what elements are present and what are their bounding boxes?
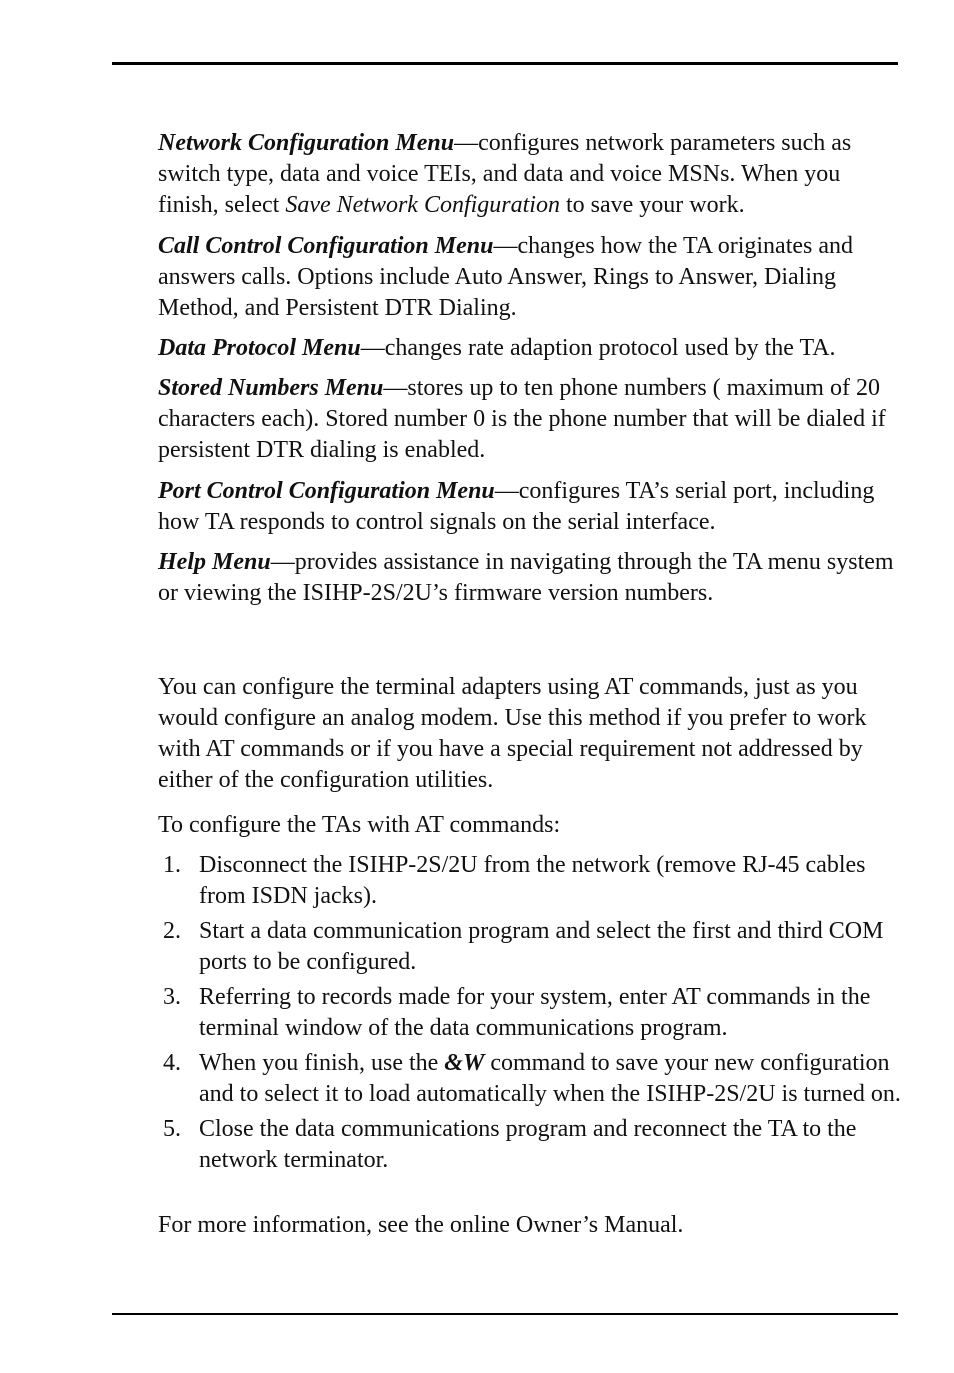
menu-description: —provides assistance in navigating through the TA menu system or viewing the ISIHP-2S/2U’s firmware version numbers. [158, 549, 894, 606]
menu-data-protocol [158, 333, 903, 364]
footer-rule [112, 1313, 898, 1315]
menu-stored-numbers [158, 373, 903, 466]
closing-paragraph: For more information, see the online Owner’s Manual. [158, 1212, 684, 1238]
menu-description-end: to save your work. [559, 192, 745, 218]
step-number: 1. [163, 852, 181, 878]
menu-description: —changes rate adaption protocol used by the TA. [360, 335, 836, 361]
step-number: 2. [163, 918, 181, 944]
step-number: 4. [163, 1050, 181, 1076]
menu-help [158, 547, 903, 609]
menu-term: Help Menu [158, 549, 271, 575]
menu-network-configuration [158, 128, 903, 221]
menu-term: Network Configuration Menu [158, 130, 455, 156]
command-name: &W [444, 1050, 485, 1076]
menu-option-name: Save Network Configuration [285, 192, 560, 218]
step-number: 5. [163, 1116, 181, 1142]
menu-description: —changes how the TA originates and answers calls. Options include Auto Answer, Rings to Answer, Dialing Method, and Persistent DTR Dialing. [158, 233, 854, 321]
step-text: Close the data communications program and reconnect the TA to the network terminator. [199, 1116, 857, 1173]
step-number: 3. [163, 984, 181, 1010]
menu-term: Call Control Configuration Menu [158, 233, 494, 259]
list-item [158, 1114, 903, 1176]
step-text: When you finish, use the [199, 1050, 445, 1076]
menu-term: Data Protocol Menu [158, 335, 361, 361]
menu-term: Port Control Configuration Menu [158, 478, 495, 504]
list-item [158, 916, 903, 978]
menu-term: Stored Numbers Menu [158, 375, 384, 401]
list-item [158, 982, 903, 1044]
step-text: Disconnect the ISIHP-2S/2U from the network (remove RJ-45 cables from ISDN jacks). [199, 852, 866, 909]
menu-port-control-configuration [158, 476, 903, 538]
at-intro-paragraph: You can configure the terminal adapters using AT commands, just as you would configure an analog modem. Use this method if you prefer to work with AT commands or if you have a special requirement not addressed by either of the configuration utilities. [158, 674, 867, 793]
menu-description: —configures TA’s serial port, including how TA responds to control signals on the serial interface. [158, 478, 875, 535]
menu-call-control-configuration [158, 231, 903, 324]
menu-description: —configures network parameters such as switch type, data and voice TEIs, and data and voice MSNs. When you finish, select [158, 130, 852, 218]
list-item [158, 850, 903, 912]
step-text: Start a data communication program and select the first and third COM ports to be configured. [199, 918, 884, 975]
step-text: Referring to records made for your system, enter AT commands in the terminal window of the data communications program. [199, 984, 871, 1041]
at-steps-list [158, 850, 903, 1180]
step-text-end: command to save your new configuration and to select it to load automatically when the ISIHP-2S/2U is turned on. [199, 1050, 901, 1107]
menu-description: —stores up to ten phone numbers ( maximum of 20 characters each). Stored number 0 is the phone number that will be dialed if persistent DTR dialing is enabled. [158, 375, 886, 463]
header-rule [112, 62, 898, 65]
at-lead-paragraph: To configure the TAs with AT commands: [158, 812, 561, 838]
list-item [158, 1048, 903, 1110]
